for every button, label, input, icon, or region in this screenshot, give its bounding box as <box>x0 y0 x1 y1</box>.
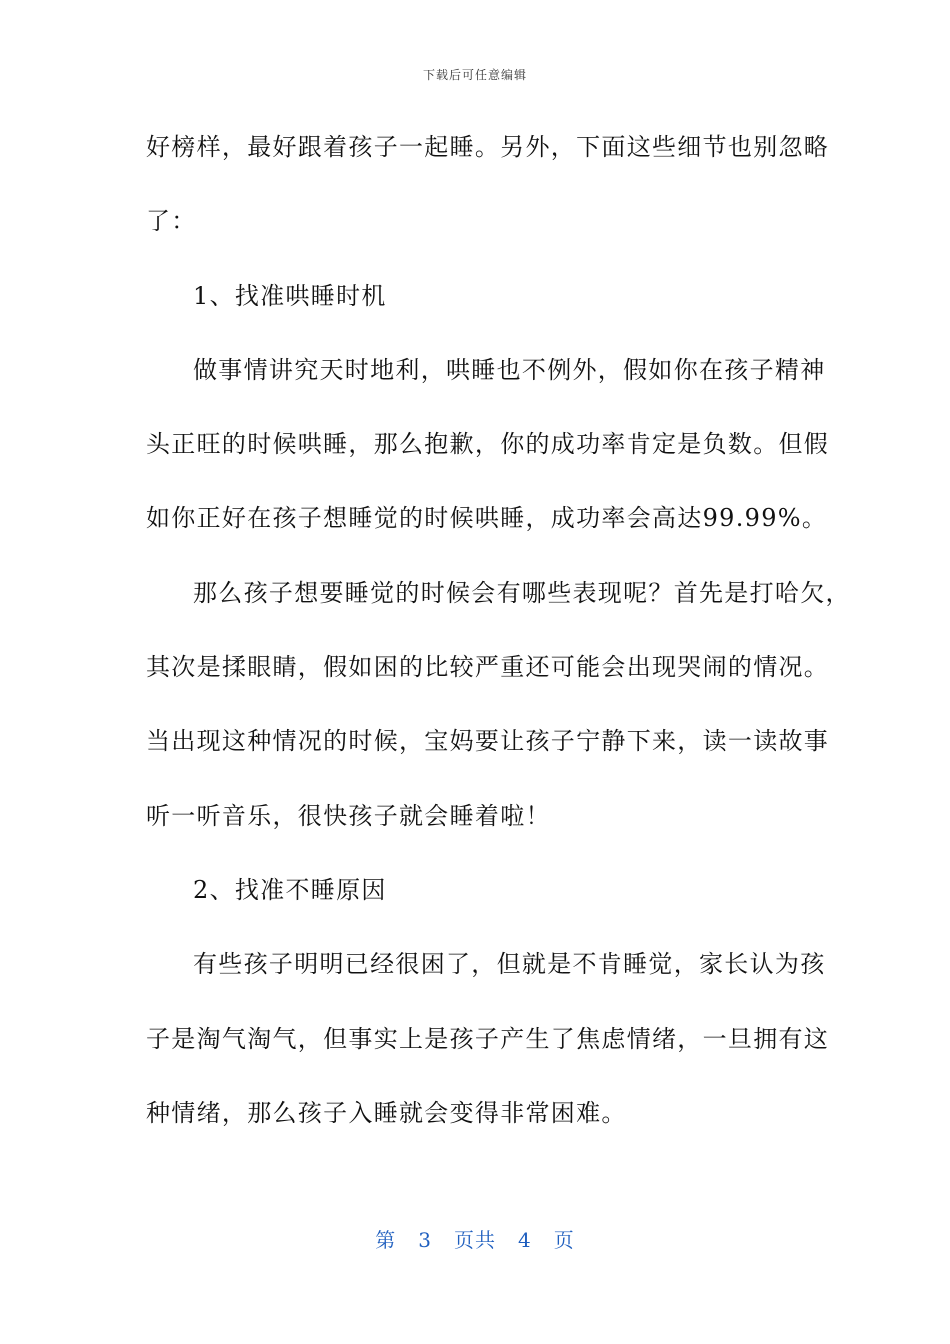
header-note: 下载后可任意编辑 <box>422 68 527 82</box>
text-line: 其次是揉眼睛，假如困的比较严重还可能会出现哭闹的情况。 <box>146 653 830 682</box>
text-line: 听一听音乐，很快孩子就会睡着啦！ <box>146 801 551 830</box>
footer-prefix: 第 <box>375 1228 397 1252</box>
text-line: 有些孩子明明已经很困了，但就是不肯睡觉，家长认为孩 <box>193 950 826 979</box>
text-line: 如你正好在孩子想睡觉的时候哄睡，成功率会高达99.99%。 <box>146 504 828 533</box>
footer-suffix: 页 <box>553 1228 575 1252</box>
text-line: 好榜样，最好跟着孩子一起睡。另外，下面这些细节也别忽略 <box>146 133 830 161</box>
text-line: 做事情讲究天时地利，哄睡也不例外，假如你在孩子精神 <box>193 355 826 384</box>
section-heading: 2、找准不睡原因 <box>193 875 387 904</box>
page-footer <box>0 1224 950 1253</box>
document-body <box>146 122 851 1162</box>
text-line: 了： <box>146 207 197 236</box>
text-line: 当出现这种情况的时候，宝妈要让孩子宁静下来，读一读故事 <box>146 727 830 756</box>
text-line: 子是淘气淘气，但事实上是孩子产生了焦虑情绪，一旦拥有这 <box>146 1024 830 1053</box>
text-line: 种情绪，那么孩子入睡就会变得非常困难。 <box>146 1098 627 1127</box>
text-line: 那么孩子想要睡觉的时候会有哪些表现呢？首先是打哈欠， <box>193 578 851 607</box>
footer-middle: 页共 <box>454 1228 496 1252</box>
text-line: 头正旺的时候哄睡，那么抱歉，你的成功率肯定是负数。但假 <box>146 430 830 459</box>
current-page-number: 3 <box>418 1228 432 1252</box>
section-heading: 1、找准哄睡时机 <box>193 281 387 310</box>
total-pages-number: 4 <box>518 1228 532 1252</box>
